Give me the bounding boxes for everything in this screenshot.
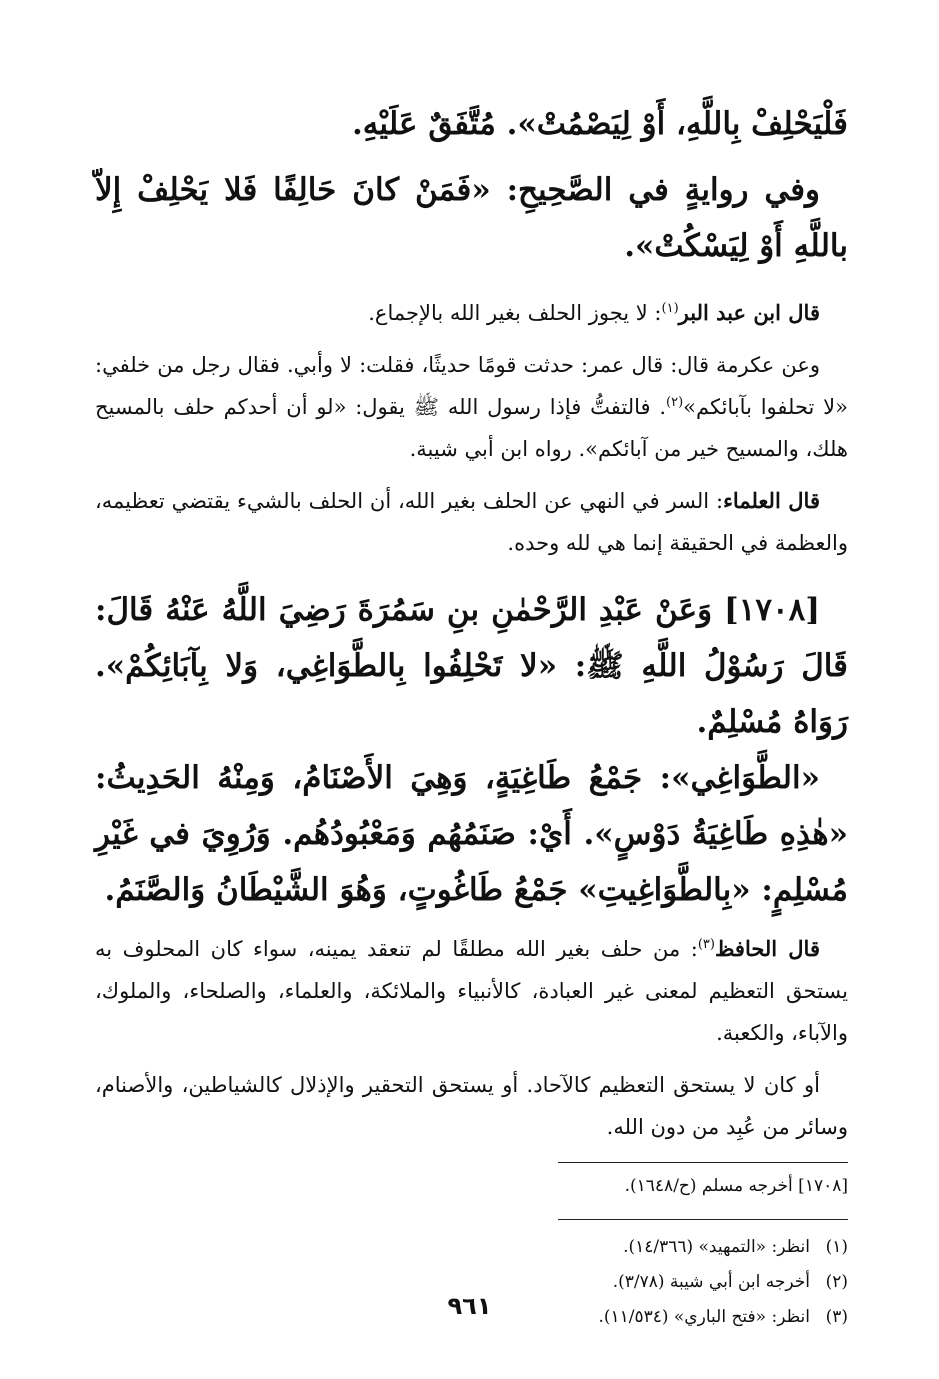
footnote-marker: (١) [661, 301, 679, 316]
page-body [95, 96, 848, 1335]
al-hafiz-comment: قال الحافظ$^{(٣)}$: من حلف بغير الله مطلقًا لم تنعقد يمينه، سواء كان المحلوف به يستحق التعظيم لمعنى غير العبادة، كالأنبياء والملائكة، والعلماء، والصلحاء، والملوك، والآباء، والكعبة. [95, 936, 848, 1045]
footnote-number: (١) [825, 1237, 848, 1257]
comment-lead: قال ابن عبد البر [678, 300, 820, 325]
footnote-marker: (٢) [666, 395, 684, 410]
ibn-abd-al-barr-comment: قال ابن عبد البر$^{(١)}$: لا يجوز الحلف بغير الله بالإجماع. [368, 300, 820, 325]
footnote-marker: (٣) [697, 937, 715, 952]
footnote-item: (٣)انظر: «فتح الباري» (١١/٥٣٤). [95, 1300, 848, 1335]
comment-lead: قال العلماء [723, 488, 820, 513]
hadith-1708: [١٧٠٨] وَعَنْ عَبْدِ الرَّحْمٰنِ بنِ سَمُرَةَ رَضِيَ اللَّهُ عَنْهُ قَالَ: قَالَ رَسُوْلُ اللَّهِ ﷺ: «لا تَحْلِفُوا بِالطَّوَاغِي، وَلا بِآبَائِكُمْ». رَوَاهُ مُسْلِمٌ. [95, 592, 848, 740]
footnote-item: (١)انظر: «التمهيد» (١٤/٣٦٦). [95, 1230, 848, 1265]
footnote-item: (٢)أخرجه ابن أبي شيبة (٣/٧٨). [95, 1265, 848, 1300]
hadith-continuation: فَلْيَحْلِفْ بِاللَّهِ، أَوْ لِيَصْمُتْ». مُتَّفَقٌ عَلَيْهِ. [352, 106, 848, 142]
al-hafiz-comment-continued: أو كان لا يستحق التعظيم كالآحاد. أو يستحق التحقير والإذلال كالشياطين، والأصنام، وسائر من عُبِد من دون الله. [95, 1073, 848, 1139]
scholars-comment: قال العلماء: السر في النهي عن الحلف بغير الله، أن الحلف بالشيء يقتضي تعظيمه، والعظمة في الحقيقة إنما هي لله وحده. [95, 488, 848, 555]
footnote-number: (٢) [825, 1272, 848, 1292]
footnote-separator [558, 1219, 848, 1220]
footnote-number: (٣) [825, 1307, 848, 1327]
tawaghi-explanation: «الطَّوَاغِي»: جَمْعُ طَاغِيَةٍ، وَهِيَ الأَصْنَامُ، وَمِنْهُ الحَدِيثُ: «هٰذِهِ طَاغِيَةُ دَوْسٍ». أَيْ: صَنَمُهُم وَمَعْبُودُهُم. وَرُوِيَ في غَيْرِ مُسْلِمٍ: «بِالطَّوَاغِيتِ» جَمْعُ طَاغُوتٍ، وَهُوَ الشَّيْطَانُ وَالصَّنَمُ. [95, 760, 848, 908]
footnote-separator [558, 1162, 848, 1163]
page-number: ٩٦١ [447, 1292, 492, 1320]
comment-lead: قال الحافظ [714, 936, 820, 961]
takhrij-reference: [١٧٠٨] أخرجه مسلم (ح/١٦٤٨). [624, 1176, 848, 1196]
ikrimah-report: وعن عكرمة قال: قال عمر: حدثت قومًا حديثًا، فقلت: لا وأبي. فقال رجل من خلفي: «لا تحلفوا بآبائكم»$^{(٢)}$. فالتفتُّ فإذا رسول الله ﷺ يقول: «لو أن أحدكم حلف بالمسيح هلك، والمسيح خير من آبائكم». رواه ابن أبي شيبة. [95, 353, 848, 461]
sahih-narration: وفي روايةٍ في الصَّحِيحِ: «فَمَنْ كانَ حَالِفًا فَلا يَحْلِفْ إِلاّ باللَّهِ أَوْ لِيَسْكُتْ». [95, 172, 848, 264]
